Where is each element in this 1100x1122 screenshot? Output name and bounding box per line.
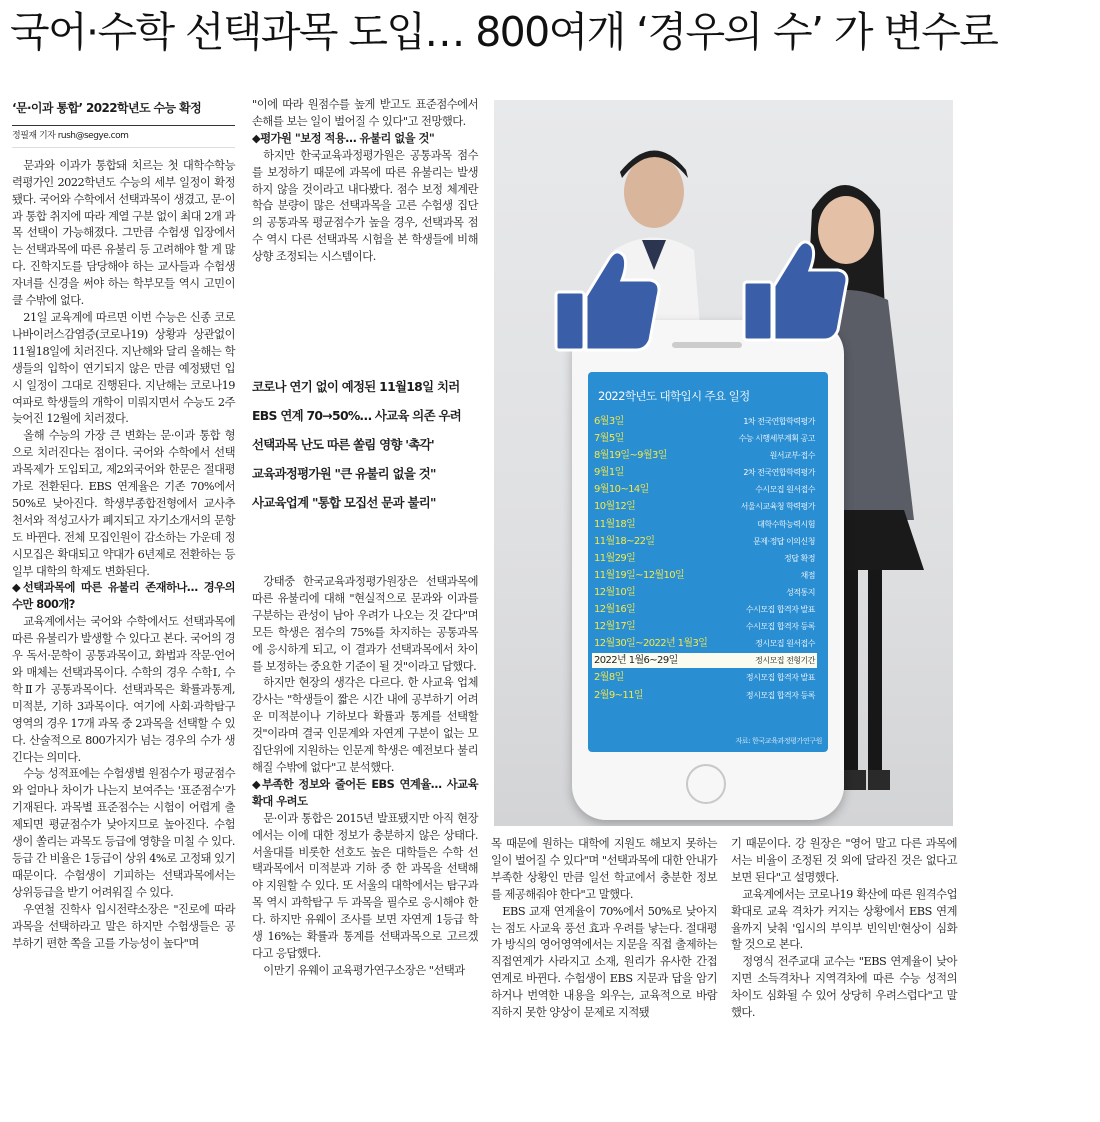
byline: 정필재 기자 rush@segye.com xyxy=(12,125,235,148)
paragraph: "이에 따라 원점수를 높게 받고도 표준점수에서 손해를 보는 일이 벌어질 수 있다"고 전망했다. xyxy=(252,98,478,128)
section-heading: ◆부족한 정보와 줄어든 EBS 연계율… 사교육 확대 우려도 xyxy=(252,777,478,808)
schedule-date: 9월1일 xyxy=(594,467,624,479)
schedule-date: 12월17일 xyxy=(594,621,636,633)
schedule-row xyxy=(592,585,817,600)
pull-quote-line: 교육과정평가원 "큰 유불리 없을 것" xyxy=(252,466,436,481)
phone-speaker xyxy=(672,342,742,348)
paragraph: 하지만 한국교육과정평가원은 공통과목 점수를 보정하기 때문에 과목에 따른 유불리는 발생하지 않을 것이라고 내다봤다. 점수 보정 체계란 학습 분량이 많은 선택과목을 고른 수험생 집단의 공통과목 평균점수가 높을 경우, 선택과목 점수 역시 다른 선택과목 시험을 본 학생들에 비해 상향 조정되는 시스템이다. xyxy=(252,148,478,264)
paragraph: 수능 성적표에는 수험생별 원점수가 평균점수와 얼마나 차이가 나는지 보여주는 '표준점수'가 기재된다. 과목별 표준점수는 시험이 어렵게 출제되면 평균점수가 낮아지므로 높아진다. 수험생이 쏠리는 과목도 등급에 영향을 미칠 수 있다. 등급 간 비율은 1등급이 상위 4%로 고정돼 있기 때문이다. 수험생이 기피하는 선택과목에서는 상위등급을 받기 어려워질 수 있다. xyxy=(12,767,235,899)
article-column-4 xyxy=(731,836,957,1022)
paragraph: 21일 교육계에 따르면 이번 수능은 신종 코로나바이러스감염증(코로나19) 상황과 상관없이 11월18일에 치러진다. 지난해와 달리 올해는 학생들의 입학이 연기되지 않은 만큼 예정됐던 입시 일정이 그대로 진행된다. 지난해는 코로나19 여파로 학생들의 개학이 미뤄지면서 수능도 2주 늦어진 12월에 치러졌다. xyxy=(12,310,235,426)
schedule-row xyxy=(592,534,817,549)
phone-home-button xyxy=(686,764,726,804)
schedule-row xyxy=(592,414,817,429)
schedule-date: 7월5일 xyxy=(594,433,624,445)
subheadline: ‘문·이과 통합’ 2022학년도 수능 확정 xyxy=(12,101,202,115)
schedule-date: 11월18~22일 xyxy=(594,535,655,547)
schedule-row xyxy=(592,619,817,634)
schedule-event: 정시모집 합격자 발표 xyxy=(745,673,815,683)
schedule-date: 10월12일 xyxy=(594,501,636,513)
schedule-event: 2차 전국연합학력평가 xyxy=(743,468,815,478)
paragraph: 강태중 한국교육과정평가원장은 선택과목에 따른 유불리에 대해 "현실적으로 문과와 이과를 구분하는 관성이 남아 우려가 나오는 것 같다"며 모든 학생은 점수의 75%를 차지하는 공통과목에 응시하게 되고, 이 결과가 선택과목에서 차이를 보정하는 중요한 기준이 될 것"이라고 답했다. xyxy=(252,575,478,673)
schedule-list xyxy=(592,414,817,705)
schedule-date: 12월16일 xyxy=(594,604,636,616)
article-column-3 xyxy=(491,836,717,1022)
pull-quote-line: 사교육업계 "통합 모집선 문과 불리" xyxy=(252,495,436,510)
schedule-date: 8월19일~9월3일 xyxy=(594,450,667,462)
article-column-1 xyxy=(12,100,235,952)
schedule-date: 12월30일~2022년 1월3일 xyxy=(594,638,708,650)
schedule-row xyxy=(592,431,817,446)
schedule-date: 6월3일 xyxy=(594,416,624,427)
schedule-event: 정시모집 합격자 등록 xyxy=(745,690,815,700)
schedule-event: 정시모집 전형기간 xyxy=(755,656,815,666)
paragraph: 이만기 유웨이 교육평가연구소장은 "선택과 xyxy=(263,963,465,977)
headline: 국어·수학 선택과목 도입… 800여개 ‘경우의 수’ 가 변수로 xyxy=(10,8,998,56)
schedule-row xyxy=(592,568,817,583)
paragraph: 교육계에서는 국어와 수학에서도 선택과목에 따른 유불리가 발생할 수 있다고 본다. 국어의 경우 독서·문학이 공통과목이고, 화법과 작문·언어와 매체는 선택과목이다. 수학의 경우 수학Ⅰ, 수학Ⅱ가 공통과목이다. 선택과목은 확률과통계, 미적분, 기하 3과목이다. 여기에 사회·과학탐구 영역의 경우 17개 과목 중 2과목을 선택할 수 있다. 산술적으로 800가지가 넘는 경우의 수가 생긴다는 의미다. xyxy=(12,615,235,764)
schedule-row xyxy=(592,653,817,668)
thumbs-up-icon xyxy=(734,230,854,350)
section-heading: ◆선택과목에 따른 유불리 존재하나… 경우의 수만 800개? xyxy=(12,581,235,612)
paragraph: 올해 수능의 가장 큰 변화는 문·이과 통합 형으로 치러진다는 점이다. 국어와 수학에서 선택과목제가 도입되고, 제2외국어와 한문은 절대평가로 전환된다. EBS 연계율은 기존 70%에서 50%로 낮아진다. 학생부종합전형에서 교사추천서와 적성고사가 폐지되고 자기소개서의 문항도 바뀐다. 전체 모집인원이 감소하는 가운데 정시모집은 확대되고 약대가 6년제로 전환하는 등 일부 대학의 학제도 변화된다. xyxy=(12,429,235,578)
article-column-2-bottom xyxy=(252,574,478,980)
schedule-date: 2월8일 xyxy=(594,672,624,684)
schedule-event: 정답 확정 xyxy=(784,553,815,563)
pull-quote-line: 코로나 연기 없이 예정된 11월18일 치러 xyxy=(252,379,460,394)
schedule-row xyxy=(592,688,817,703)
schedule-date: 11월19일~12월10일 xyxy=(594,569,685,581)
schedule-date: 11월29일 xyxy=(594,552,636,564)
schedule-event: 채점 xyxy=(800,570,815,580)
schedule-panel xyxy=(588,372,828,752)
schedule-row xyxy=(592,448,817,463)
schedule-row xyxy=(592,499,817,514)
schedule-title: 2022학년도 대학입시 주요 일정 xyxy=(598,389,750,403)
schedule-event: 수시모집 원서접수 xyxy=(755,485,815,495)
news-photo xyxy=(494,100,953,826)
schedule-event: 수시모집 합격자 발표 xyxy=(745,605,815,615)
schedule-row xyxy=(592,517,817,532)
paragraph: 우연철 진학사 입시전략소장은 "진로에 따라 과목을 선택하라고 말은 하지만 수험생들은 공부하기 편한 쪽을 고를 가능성이 높다"며 xyxy=(12,902,235,950)
paragraph: 문·이과 통합은 2015년 발표됐지만 아직 현장에서는 이에 대한 정보가 충분하지 않은 상태다. 서울대를 비롯한 선호도 높은 대학들은 수학 선택과목에서 미적분과 기하 중 한 과목을 선택해야 지원할 수 있다. 또 서울의 대학에서는 탐구과목 역시 과학탐구 두 과목을 필수로 응시해야 한다. 하지만 유웨이 조사를 보면 자연계 1등급 학생 16%는 확률과 통계를 선택과목으로 고르겠다고 응답했다. xyxy=(252,811,478,960)
schedule-event: 문제·정답 이의신청 xyxy=(753,536,815,546)
schedule-date: 2022년 1월6~29일 xyxy=(594,655,678,667)
section-heading: ◆평가원 "보정 적용… 유불리 없을 것" xyxy=(252,131,435,145)
schedule-date: 12월10일 xyxy=(594,586,636,598)
schedule-event: 대학수학능력시험 xyxy=(757,519,815,529)
schedule-row xyxy=(592,482,817,497)
schedule-date: 2월9~11일 xyxy=(594,689,643,701)
paragraph: 기 때문이다. 강 원장은 "영어 말고 다른 과목에서는 비율이 조정된 것 외에 달라진 것은 없다고 보면 된다"고 설명했다. xyxy=(731,837,957,884)
schedule-row xyxy=(592,465,817,480)
schedule-event: 수시모집 합격자 등록 xyxy=(745,622,815,632)
phone-illustration xyxy=(572,320,844,820)
pull-quote xyxy=(252,372,487,517)
paragraph: 하지만 현장의 생각은 다르다. 한 사교육 업체 강사는 "학생들이 짧은 시간 내에 공부하기 어려운 미적분이나 기하보다 확률과 통계를 선택할 것"이라며 결국 인문계와 자연계 구분이 없는 모집단위에 지원하는 인문계 학생은 예전보다 불리해질 수밖에 없다"고 분석했다. xyxy=(252,676,478,774)
schedule-row xyxy=(592,551,817,566)
pull-quote-line: EBS 연계 70→50%… 사교육 의존 우려 xyxy=(252,408,461,423)
thumbs-up-icon xyxy=(546,240,666,360)
paragraph: 문과와 이과가 통합돼 치르는 첫 대학수학능력평가인 2022학년도 수능의 세부 일정이 확정됐다. 국어와 수학에서 선택과목이 생겼고, 문·이과 통합 취지에 따라 계열 구분 없이 최대 2개 과목 선택이 가능해졌다. 그만큼 수험생 입장에서는 선택과목에 따른 유불리 등 고려해야 할 게 많다. 진학지도를 담당해야 하는 교사들과 수험생 자녀를 신경을 써야 하는 학부모들 역시 고민이 클 수밖에 없다. xyxy=(12,158,235,308)
article-column-2-top xyxy=(252,97,478,266)
schedule-row xyxy=(592,670,817,685)
schedule-date: 9월10~14일 xyxy=(594,484,649,496)
schedule-row xyxy=(592,636,817,651)
schedule-event: 서울시교육청 학력평가 xyxy=(740,502,815,512)
schedule-event: 수능 시행세부계획 공고 xyxy=(738,434,815,444)
schedule-event: 1차 전국연합학력평가 xyxy=(743,417,815,426)
schedule-row xyxy=(592,602,817,617)
schedule-event: 정시모집 원서접수 xyxy=(755,639,815,649)
pull-quote-line: 선택과목 난도 따른 쏠림 영향 '촉각' xyxy=(252,437,435,452)
schedule-source: 자료: 한국교육과정평가연구원 xyxy=(735,737,822,745)
paragraph: EBS 교재 연계율이 70%에서 50%로 낮아지는 점도 사교육 풍선 효과 우려를 낳는다. 절대평가 방식의 영어영역에서는 지문을 직접 출제하는 직접연계가 사라지고 소재, 원리가 유사한 간접연계로 바뀐다. 수험생이 EBS 지문과 답을 암기하거나 번역한 내용을 외우는, 교육적으로 바람직하지 못한 양상이 문제로 지적됐 xyxy=(491,904,717,1020)
paragraph: 목 때문에 원하는 대학에 지원도 해보지 못하는 일이 벌어질 수 있다"며 "선택과목에 대한 안내가 부족한 상황인 만큼 일선 학교에서 충분한 정보를 제공해줘야 한다"고 말했다. xyxy=(491,837,717,901)
paragraph: 교육계에서는 코로나19 확산에 따른 원격수업 확대로 교육 격차가 커지는 상황에서 EBS 연계율까지 낮춰 '입시의 부익부 빈익빈'현상이 심화할 것으로 본다. xyxy=(731,887,957,952)
paragraph: 정영식 전주교대 교수는 "EBS 연계율이 낮아지면 소득격차나 지역격차에 따른 수능 성적의 차이도 심화될 수 있어 상당히 우려스럽다"고 말했다. xyxy=(731,955,957,1020)
schedule-event: 원서교부·접수 xyxy=(769,451,815,461)
schedule-event: 성적통지 xyxy=(786,587,815,597)
schedule-date: 11월18일 xyxy=(594,518,636,530)
